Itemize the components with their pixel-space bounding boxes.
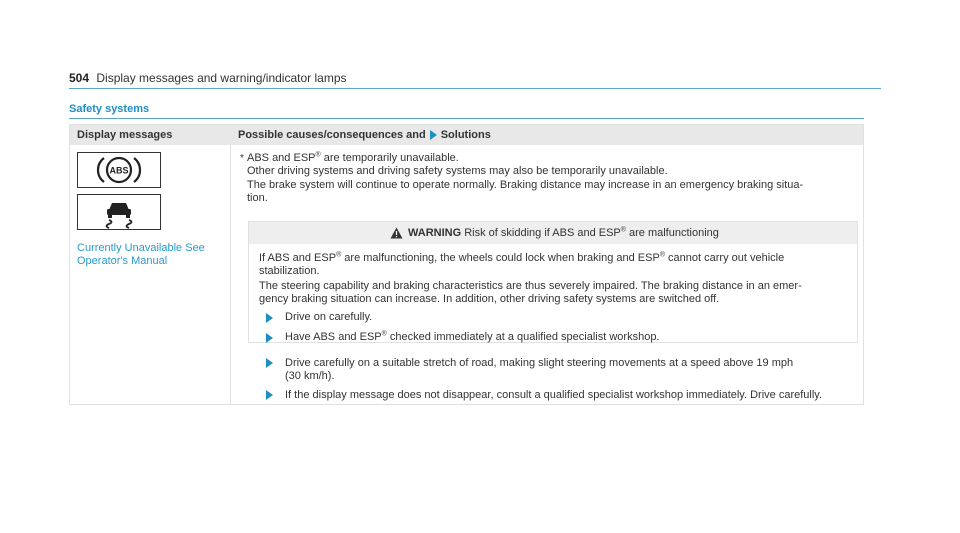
play-arrow-icon: [266, 333, 273, 343]
table-header: [70, 125, 863, 145]
solution-step-1: [266, 357, 846, 383]
solution-step-1-text: Drive carefully on a suitable stretch of road, making slight steering movements at a speed above 19 mph (30 km/h).: [285, 357, 794, 382]
cause-line-2: Other driving systems and driving safety systems may also be temporarily unavailable.: [247, 165, 668, 177]
solution-step-2-text: If the display message does not disappear, consult a qualified specialist workshop immediately. Drive carefully.: [285, 389, 823, 401]
esp-skid-icon: [77, 194, 161, 230]
abs-warning-icon: [77, 152, 161, 188]
warning-p1-mid: are malfunctioning, the wheels could lock when braking and ESP: [341, 252, 660, 264]
warning-header: [249, 222, 857, 244]
warning-step-2-prefix: Have ABS and ESP: [285, 331, 382, 343]
header-causes-solutions: [238, 129, 491, 141]
warning-label: WARNING: [408, 227, 462, 239]
warning-p1-suffix: cannot carry out vehicle stabilization.: [259, 252, 785, 277]
header-solutions: Solutions: [440, 129, 491, 141]
warning-step-2-text: [285, 331, 660, 344]
abs-icon-text: ABS: [109, 165, 129, 176]
warning-title: [408, 227, 719, 240]
page-number: 504: [69, 71, 90, 85]
registered-mark: ®: [659, 251, 665, 259]
registered-mark: ®: [315, 151, 321, 159]
warning-title-suffix: are malfunctioning: [625, 227, 719, 239]
cause-main: [247, 152, 459, 165]
play-arrow-icon: [430, 130, 437, 140]
warning-step-1: [266, 311, 372, 324]
play-arrow-icon: [266, 390, 273, 400]
chapter-title: Display messages and warning/indicator lamps: [96, 71, 347, 85]
header-rule: [69, 88, 881, 89]
warning-p1-prefix: If ABS and ESP: [259, 252, 337, 264]
play-arrow-icon: [266, 313, 273, 323]
page-header: [69, 71, 347, 85]
registered-mark: ®: [620, 226, 626, 234]
footnote-bullet: *: [240, 153, 244, 164]
warning-step-2-suffix: checked immediately at a qualified specialist workshop.: [386, 331, 660, 343]
display-caption: Currently Unavailable See Operator's Manual: [77, 242, 205, 267]
header-causes: Possible causes/consequences and: [238, 129, 426, 141]
warning-paragraph-1: [259, 252, 844, 278]
warning-box: [248, 221, 858, 343]
header-display-messages: Display messages: [77, 129, 173, 141]
warning-triangle-icon: [390, 227, 403, 243]
warning-step-2: [266, 331, 660, 344]
warning-step-1-text: Drive on carefully.: [285, 311, 373, 323]
display-messages-table: [69, 124, 864, 405]
solution-step-2: [266, 389, 846, 402]
warning-title-prefix: Risk of skidding if ABS and ESP: [461, 227, 621, 239]
column-divider: [230, 145, 231, 404]
cause-main-suffix: are temporarily unavailable.: [320, 152, 459, 164]
section-title: Safety systems: [69, 103, 150, 115]
play-arrow-icon: [266, 358, 273, 368]
cause-main-prefix: ABS and ESP: [247, 152, 316, 164]
registered-mark: ®: [381, 330, 387, 338]
cause-line-3: The brake system will continue to operate normally. Braking distance may increase in an emergency braking situa- tion.: [247, 179, 804, 204]
warning-paragraph-2: The steering capability and braking characteristics are thus severely impaired. The braking distance in an emer- gency braking situation can increase. In addition, other driving safety systems are switched off.: [259, 280, 802, 305]
section-rule: [69, 118, 864, 119]
registered-mark: ®: [336, 251, 342, 259]
